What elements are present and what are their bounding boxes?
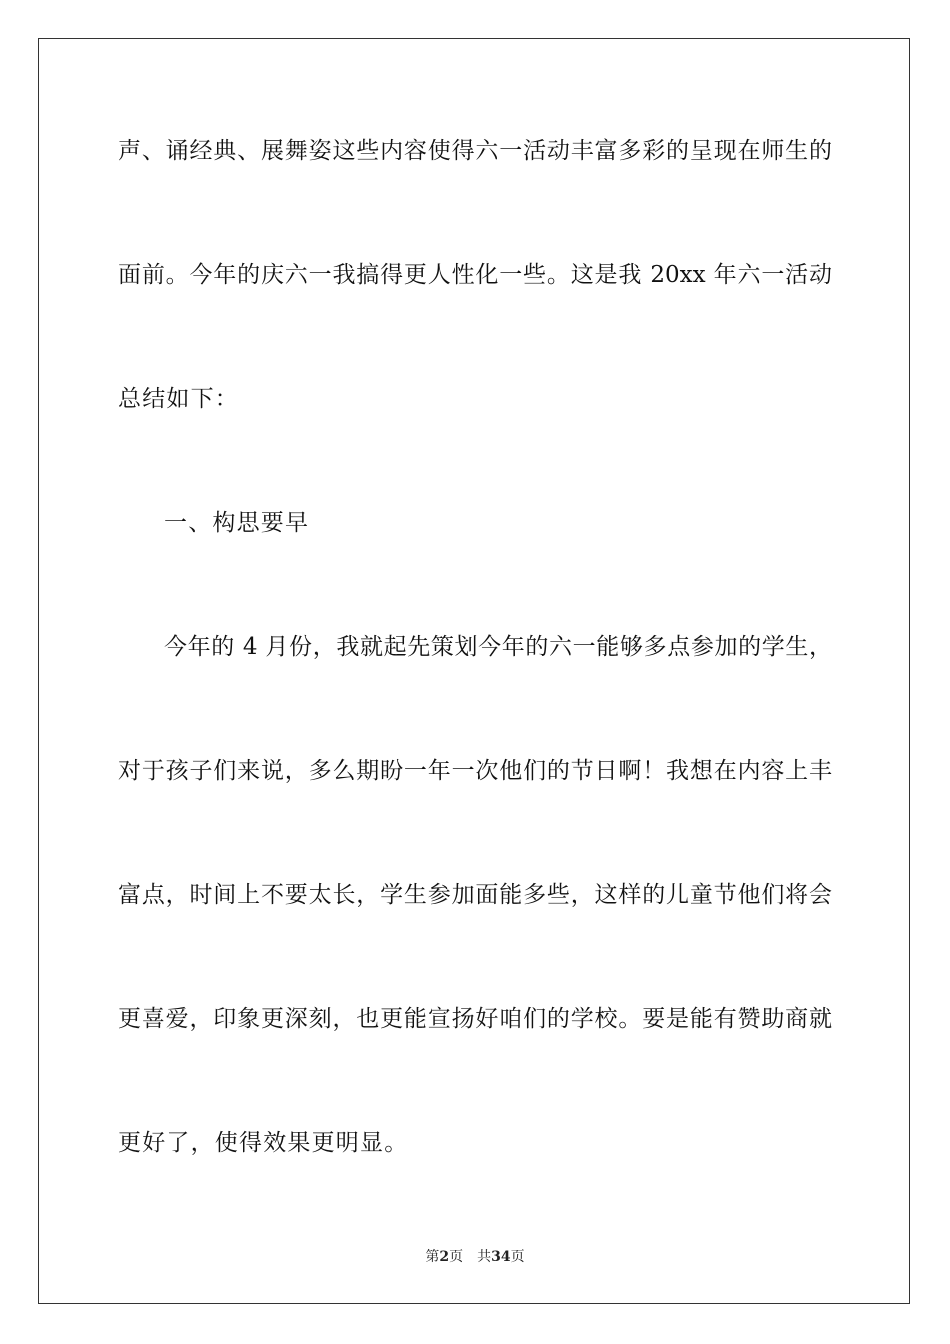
page-number: 2: [439, 1249, 450, 1265]
body-line-8: 更喜爱，印象更深刻，也更能宣扬好咱们的学校。要是能有赞助商就: [118, 1006, 832, 1032]
page-suffix: 页: [449, 1249, 464, 1265]
total-pages: 34: [491, 1249, 511, 1265]
total-suffix: 页: [510, 1249, 525, 1265]
body-line-3: 总结如下：: [118, 386, 239, 412]
page-border: [38, 38, 910, 1304]
page-footer: [0, 1248, 950, 1266]
total-prefix: 共: [477, 1249, 492, 1265]
body-line-1: 声、诵经典、展舞姿这些内容使得六一活动丰富多彩的呈现在师生的: [118, 138, 832, 164]
body-line-9: 更好了，使得效果更明显。: [118, 1130, 409, 1156]
page-prefix: 第: [425, 1249, 440, 1265]
body-line-7: 富点，时间上不要太长，学生参加面能多些，这样的儿童节他们将会: [118, 882, 832, 908]
section-heading: 一、构思要早: [164, 510, 310, 536]
body-line-5: 今年的 4 月份，我就起先策划今年的六一能够多点参加的学生，: [164, 634, 832, 660]
body-line-6: 对于孩子们来说，多么期盼一年一次他们的节日啊！我想在内容上丰: [118, 758, 832, 784]
body-line-2: 面前。今年的庆六一我搞得更人性化一些。这是我 20xx 年六一活动: [118, 262, 832, 288]
